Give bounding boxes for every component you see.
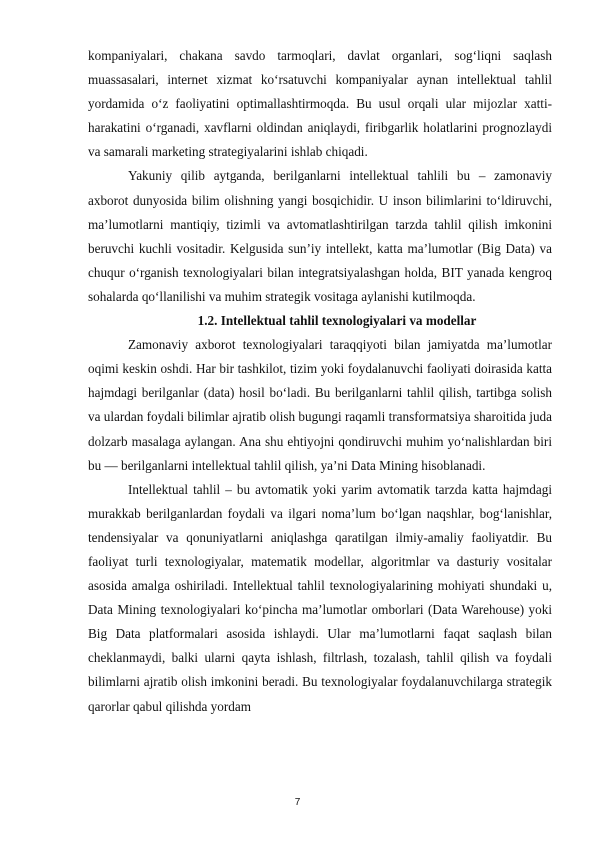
page-number: 7 <box>294 797 301 808</box>
paragraph-continuation: kompaniyalari, chakana savdo tarmoqlari, davlat organlari, sog‘liqni saqlash muassasalari, internet xizmat ko‘rsatuvchi kompaniyalar aynan intellektual tahlil yordamida o‘z faoliyatini optimallashtirmoqda. Bu usul orqali ular mijozlar xatti-harakatini o‘rganadi, xavflarni oldindan aniqlaydi, firibgarlik holatlarini prognozlaydi va samarali marketing strategiyalarini ishlab chiqadi. <box>88 48 552 160</box>
paragraph-intro: Zamonaviy axborot texnologiyalari taraqqiyoti bilan jamiyatda ma’lumotlar oqimi keskin oshdi. Har bir tashkilot, tizim yoki foydalanuvchi faoliyati doirasida katta hajmdagi berilganlar (data) hosil bo‘ladi. Bu berilganlarni tahlil qilish, tartibga solish va ulardan foydali bilimlar ajratib olish bugungi raqamli transformatsiya sharoitida juda dolzarb masalaga aylangan. Ana shu ehtiyojni qondiruvchi muhim yo‘nalishlardan biri bu — berilganlarni intellektual tahlil qilish, ya’ni Data Mining hisoblanadi. <box>88 337 552 473</box>
section-heading: 1.2. Intellektual tahlil texnologiyalari va modellar <box>197 313 477 329</box>
paragraph-definition: Intellektual tahlil – bu avtomatik yoki yarim avtomatik tarzda katta hajmdagi murakkab berilganlardan foydali va ilgari noma’lum bo‘lgan naqshlar, bog‘lanishlar, tendensiyalar va qonuniyatlarni aniqlashga qaratilgan ilmiy-amaliy faoliyatdir. Bu faoliyat turli texnologiyalar, matematik modellar, algoritmlar va dasturiy vositalar asosida amalga oshiriladi. Intellektual tahlil texnologiyalarining mohiyati shundaki u, Data Mining texnologiyalari ko‘pincha ma’lumotlar omborlari (Data Warehouse) yoki Big Data platformalari asosida ishlaydi. Ular ma’lumotlarni faqat saqlash bilan cheklanmaydi, balki ularni qayta ishlash, filtrlash, tozalash, tahlil qilish va foydali bilimlarni ajratib olish imkonini beradi. Bu texnologiyalar foydalanuvchilarga strategik qarorlar qabul qilishda yordam <box>88 481 552 714</box>
paragraph-conclusion: Yakuniy qilib aytganda, berilganlarni intellektual tahlili bu – zamonaviy axborot dunyosida bilim olishning yangi bosqichidir. U inson bilimlarini to‘ldiruvchi, ma’lumotlarni mantiqiy, tizimli va avtomatlashtirilgan tarzda tahlil qilish imkonini beruvchi kuchli vositadir. Kelgusida sun’iy intellekt, katta ma’lumotlar (Big Data) va chuqur o‘rganish texnologiyalari bilan integratsiyalashgan holda, BIT yanada kengroq sohalarda qo‘llanilishi va muhim strategik vositaga aylanishi kutilmoqda. <box>88 168 552 304</box>
page-body <box>88 44 552 719</box>
